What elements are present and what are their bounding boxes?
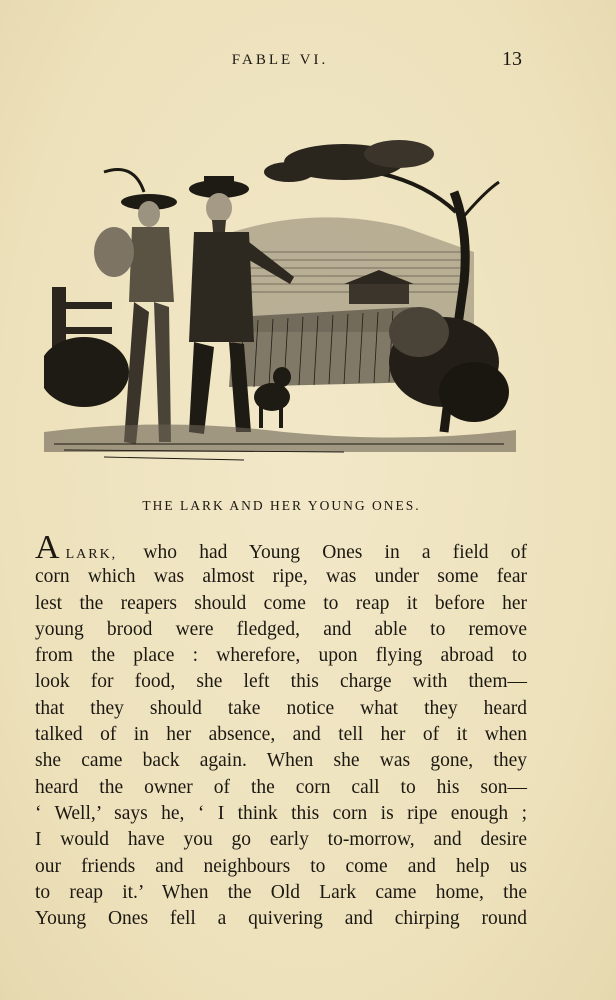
text-line: our friends and neighbours to come and help us (35, 855, 527, 877)
text-line: heard the owner of the corn call to his son— (35, 776, 527, 798)
text-line: I would have you go early to-morrow, and desire (35, 829, 527, 851)
small-caps-word: LARK, (65, 547, 118, 562)
fable-text (35, 529, 528, 932)
page-number: 13 (502, 48, 522, 70)
text-line (35, 529, 528, 566)
text-line: lest the reapers should come to reap it before her (35, 592, 527, 614)
text-line: from the place : wherefore, upon flying abroad to (35, 645, 527, 667)
drop-cap: A (35, 529, 60, 566)
text-line: corn which was almost ripe, was under some fear (35, 566, 527, 588)
text-line: she came back again. When she was gone, they (35, 750, 527, 772)
text-line: Young Ones fell a quivering and chirping round (35, 908, 527, 930)
text-line: to reap it.’ When the Old Lark came home, the (35, 881, 527, 903)
text-line: look for food, she left this charge with them— (35, 671, 527, 693)
text-line: that they should take notice what they heard (35, 697, 527, 719)
running-head: FABLE VI. (231, 52, 329, 68)
text-line: young brood were fledged, and able to remove (35, 618, 527, 640)
text-line: ‘ Well,’ says he, ‘ I think this corn is ripe enough ; (35, 802, 527, 824)
first-line-text: who had Young Ones in a field of (143, 542, 528, 563)
fable-illustration (44, 132, 516, 472)
text-line: talked of in her absence, and tell her of it when (35, 724, 527, 746)
illustration-caption: THE LARK AND HER YOUNG ONES. (142, 498, 421, 513)
